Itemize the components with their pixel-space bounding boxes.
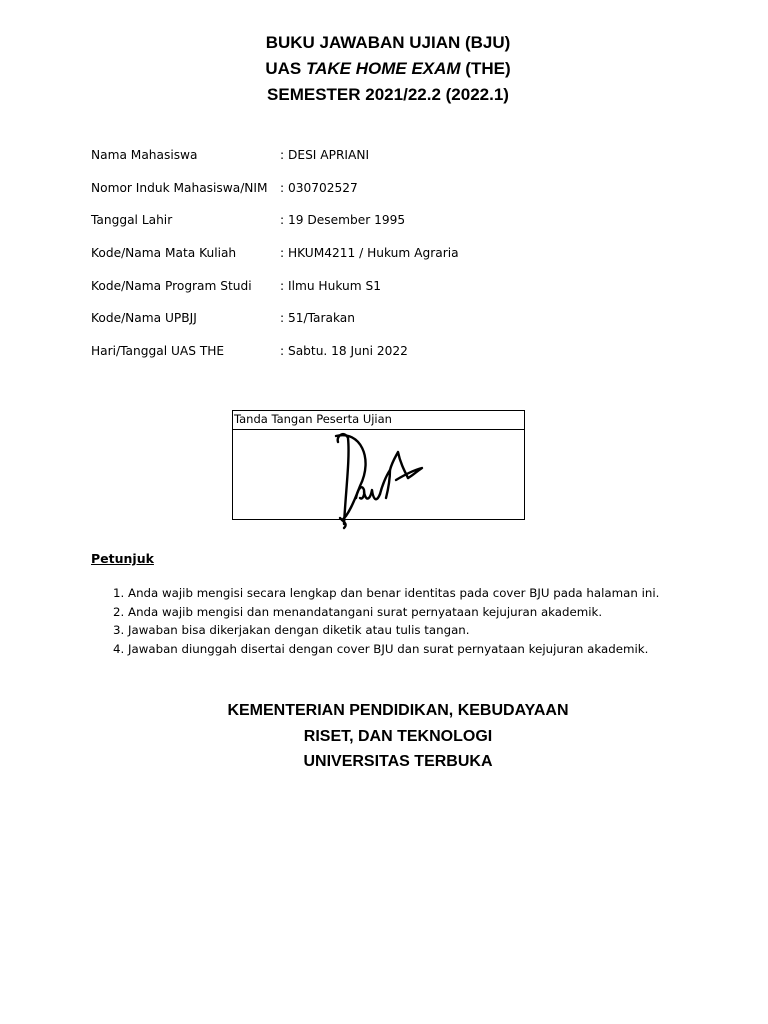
identity-row — [91, 146, 691, 179]
signature-box-header: Tanda Tangan Peserta Ujian — [233, 411, 524, 430]
identity-label: Tanggal Lahir — [91, 213, 173, 228]
identity-label: Nomor Induk Mahasiswa/NIM — [91, 180, 268, 195]
footer-line-2: RISET, DAN TEKNOLOGI — [303, 727, 493, 745]
identity-row — [91, 277, 691, 310]
title-line-2-italic: TAKE HOME EXAM — [306, 59, 461, 78]
identity-value: : 030702527 — [280, 180, 358, 195]
handwritten-signature — [330, 428, 430, 530]
identity-row — [91, 211, 691, 244]
list-item: 3. Jawaban bisa dikerjakan dengan diketik atau tulis tangan. — [113, 623, 470, 637]
title-line-1: BUKU JAWABAN UJIAN (BJU) — [265, 33, 511, 52]
title-line-2 — [0, 56, 768, 82]
title-line-3: SEMESTER 2021/22.2 (2022.1) — [267, 85, 509, 104]
footer-line-3: UNIVERSITAS TERBUKA — [303, 753, 493, 770]
identity-row — [91, 244, 691, 277]
document-title — [0, 30, 768, 108]
footer-line-1: KEMENTERIAN PENDIDIKAN, KEBUDAYAAN — [227, 702, 569, 719]
instructions-list — [113, 584, 659, 658]
title-line-2-suffix: (THE) — [460, 59, 511, 78]
identity-row — [91, 309, 691, 342]
identity-value: : 51/Tarakan — [280, 311, 356, 326]
list-item: 1. Anda wajib mengisi secara lengkap dan benar identitas pada cover BJU pada halaman ini. — [113, 586, 660, 600]
identity-value: : DESI APRIANI — [280, 148, 370, 162]
identity-value: : Ilmu Hukum S1 — [280, 278, 381, 293]
list-item: 2. Anda wajib mengisi dan menandatangani surat pernyataan kejujuran akademik. — [113, 604, 603, 619]
identity-label: Kode/Nama Program Studi — [91, 278, 252, 293]
identity-value: : Sabtu. 18 Juni 2022 — [280, 344, 408, 359]
identity-row — [91, 342, 691, 375]
identity-table — [91, 146, 691, 375]
identity-label: Nama Mahasiswa — [91, 148, 198, 162]
identity-row — [91, 179, 691, 212]
instructions-title: Petunjuk — [91, 551, 154, 566]
list-item: 4. Jawaban diunggah disertai dengan cover BJU dan surat pernyataan kejujuran akademik. — [113, 641, 649, 656]
institution-footer — [0, 698, 768, 775]
identity-value: : HKUM4211 / Hukum Agraria — [280, 246, 459, 261]
identity-label: Kode/Nama UPBJJ — [91, 311, 197, 326]
title-line-2-prefix: UAS — [265, 59, 306, 78]
identity-label: Kode/Nama Mata Kuliah — [91, 246, 237, 261]
identity-label: Hari/Tanggal UAS THE — [91, 344, 225, 359]
identity-value: : 19 Desember 1995 — [280, 213, 406, 228]
